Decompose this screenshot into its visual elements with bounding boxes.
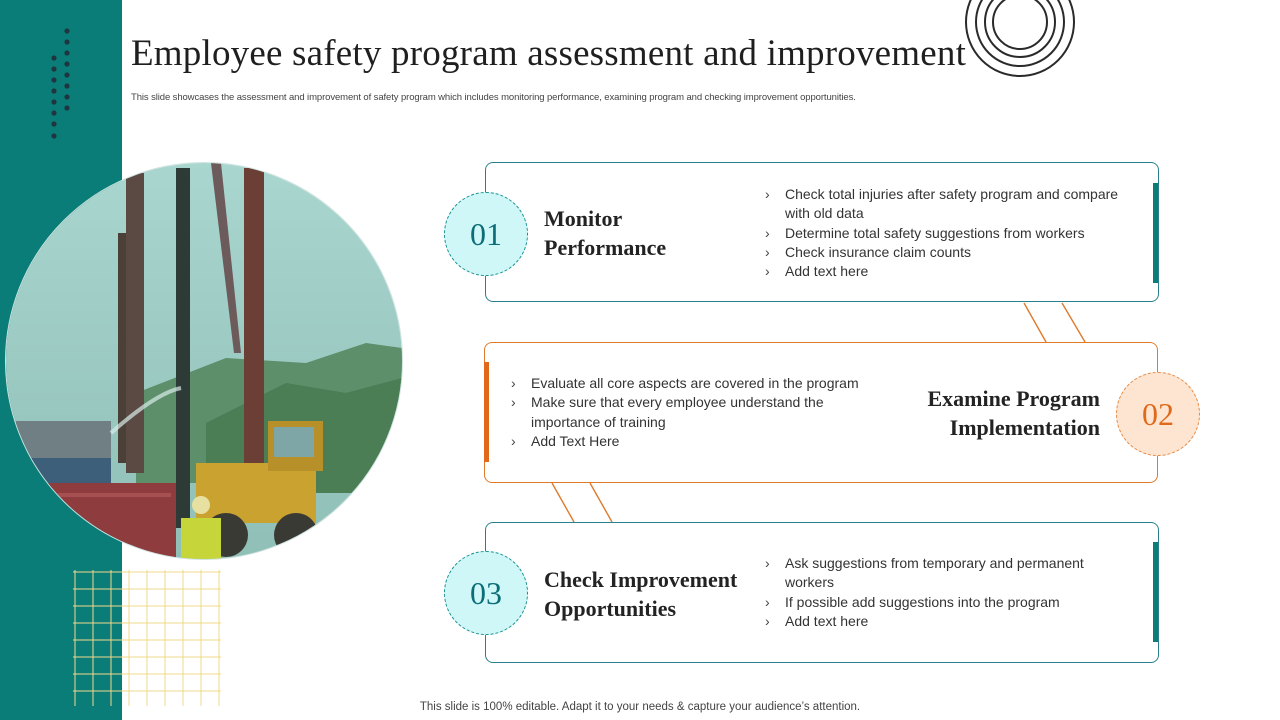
list-item: › Ask suggestions from temporary and permanent workers	[765, 554, 1125, 593]
list-item: › Make sure that every employee understand the importance of training	[511, 393, 881, 432]
list-item: › Determine total safety suggestions from workers	[765, 224, 1145, 243]
step-number-badge-3: 03	[444, 551, 528, 635]
step-heading-2-line2: Implementation	[949, 415, 1100, 440]
step-bullets-2	[511, 374, 881, 451]
step-heading-3	[544, 565, 737, 623]
step-number-badge-1: 01	[444, 192, 528, 276]
step-heading-1	[544, 204, 666, 262]
step-card-1-accent	[1153, 183, 1158, 283]
footer-text: This slide is 100% editable. Adapt it to your needs & capture your audience’s attention.	[419, 701, 861, 713]
page-title: Employee safety program assessment and improvement	[131, 33, 967, 74]
list-item: › Add text here	[765, 612, 1125, 631]
list-item: › Check total injuries after safety program and compare with old data	[765, 185, 1145, 224]
list-item: › Add text here	[765, 262, 1145, 281]
step-bullets-3	[765, 554, 1125, 631]
step-heading-3-line2: Opportunities	[544, 596, 677, 621]
step-heading-2-line1: Examine Program	[927, 386, 1100, 411]
step-card-3-accent	[1153, 542, 1158, 642]
step-heading-3-line1: Check Improvement	[544, 567, 738, 592]
step-heading-1-line2: Performance	[544, 235, 667, 260]
step-heading-1-line1: Monitor	[544, 206, 623, 231]
step-number-badge-2: 02	[1116, 372, 1200, 456]
list-item: › Check insurance claim counts	[765, 243, 1145, 262]
footer-note	[0, 701, 1280, 713]
list-item: › Evaluate all core aspects are covered in the program	[511, 374, 881, 393]
page-subtitle: This slide showcases the assessment and improvement of safety program which includes monitoring performance, examining program and checking improvement opportunities.	[131, 92, 856, 103]
step-heading-2	[880, 384, 1100, 442]
list-item: › If possible add suggestions into the program	[765, 593, 1125, 612]
step-card-2-accent	[484, 362, 489, 462]
step-bullets-1	[765, 185, 1145, 281]
list-item: › Add Text Here	[511, 432, 881, 451]
